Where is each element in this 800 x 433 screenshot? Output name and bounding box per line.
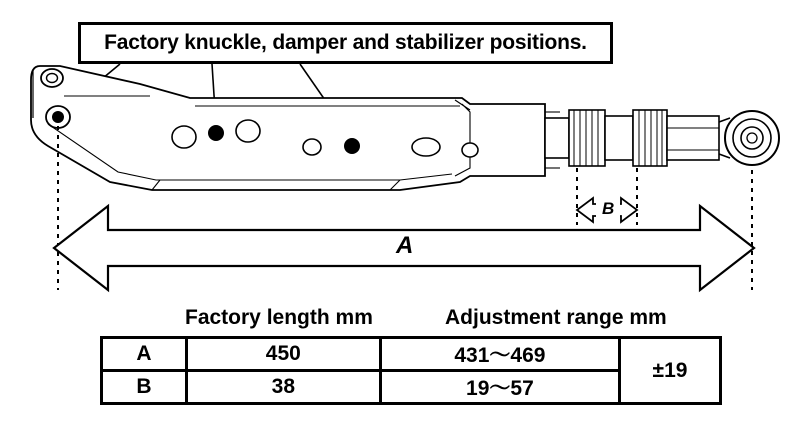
table-row — [102, 338, 721, 371]
rod-end-joint — [719, 111, 779, 165]
header-factory-length: Factory length mm — [185, 306, 373, 329]
row-key: B — [102, 371, 187, 404]
dimension-label-a: A — [390, 232, 419, 260]
row-adjustment-range: 431〜469 — [380, 338, 619, 371]
callout-text: Factory knuckle, damper and stabilizer positions. — [104, 31, 587, 54]
row-key: A — [102, 338, 187, 371]
control-arm-body — [31, 66, 545, 190]
row-factory-length: 38 — [186, 371, 380, 404]
header-adjustment-range: Adjustment range mm — [445, 306, 667, 329]
adjuster-assembly — [545, 110, 719, 166]
callout-box — [78, 22, 613, 64]
row-adjustment-range: 19〜57 — [380, 371, 619, 404]
table-headers — [100, 306, 720, 334]
dimension-label-b: B — [596, 199, 620, 219]
spec-table — [100, 336, 722, 405]
row-factory-length: 450 — [186, 338, 380, 371]
tolerance-cell: ±19 — [620, 338, 721, 404]
